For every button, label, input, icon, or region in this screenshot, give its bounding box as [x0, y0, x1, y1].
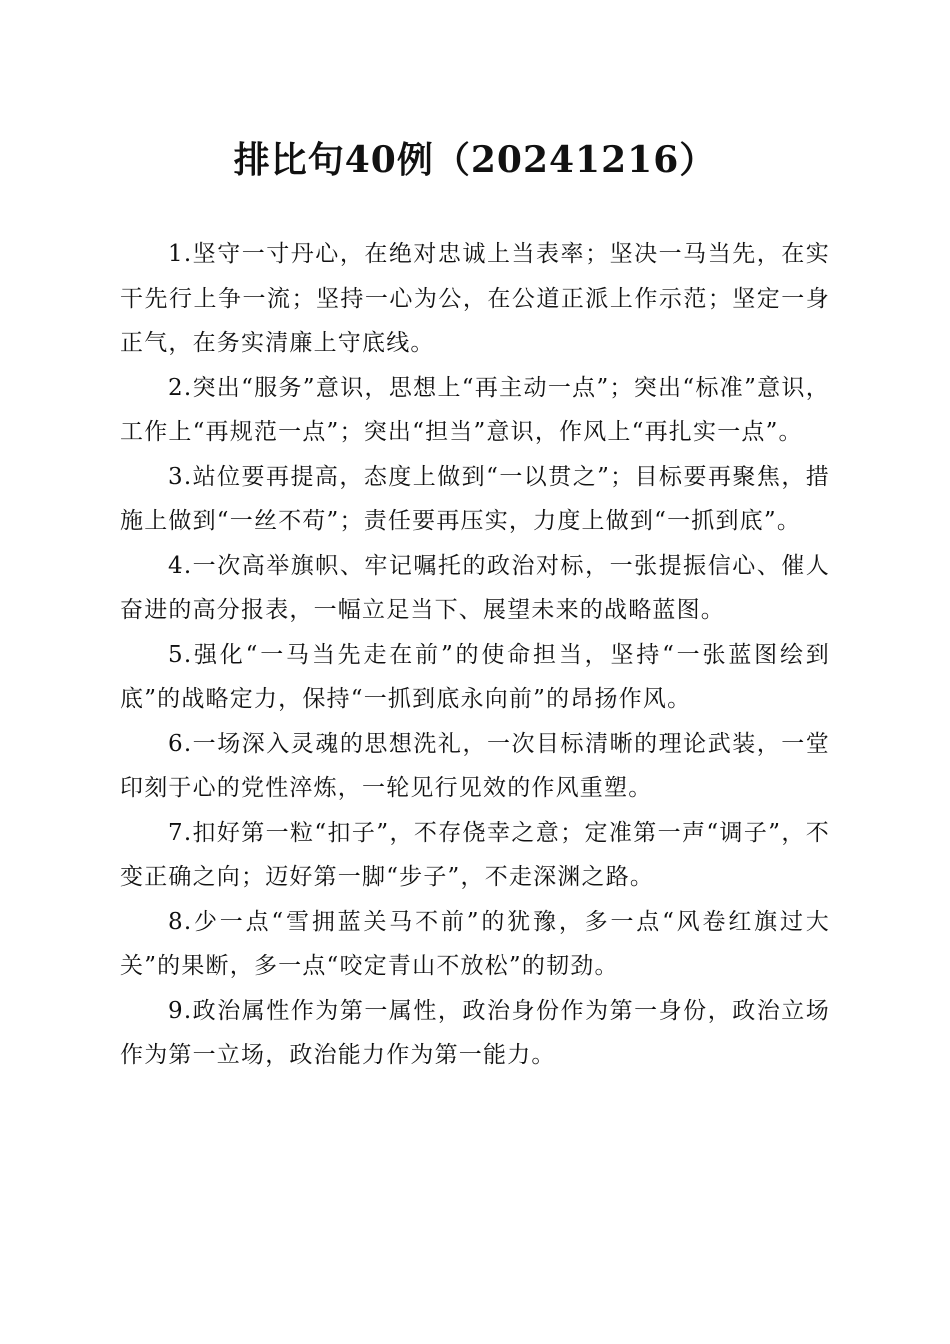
- paragraph-8: 8.少一点“雪拥蓝关马不前”的犹豫，多一点“风卷红旗过大关”的果断，多一点“咬定青山不放松”的韧劲。: [120, 908, 830, 979]
- paragraph-7: 7.扣好第一粒“扣子”，不存侥幸之意；定准第一声“调子”，不变正确之向；迈好第一脚“步子”，不走深渊之路。: [120, 819, 830, 890]
- paragraph-1: 1.坚守一寸丹心，在绝对忠诚上当表率；坚决一马当先，在实干先行上争一流；坚持一心为公，在公道正派上作示范；坚定一身正气，在务实清廉上守底线。: [120, 241, 830, 356]
- document-body: [120, 232, 830, 1078]
- paragraph-6: 6.一场深入灵魂的思想洗礼，一次目标清晰的理论武装，一堂印刻于心的党性淬炼，一轮见行见效的作风重塑。: [120, 730, 830, 801]
- paragraph-9: 9.政治属性作为第一属性，政治身份作为第一身份，政治立场作为第一立场，政治能力作为第一能力。: [120, 997, 830, 1068]
- paragraph-3: 3.站位要再提高，态度上做到“一以贯之”；目标要再聚焦，措施上做到“一丝不苟”；责任要再压实，力度上做到“一抓到底”。: [120, 463, 830, 534]
- document-title: 排比句40例（20241216）: [233, 139, 717, 181]
- paragraph-2: 2.突出“服务”意识，思想上“再主动一点”；突出“标准”意识，工作上“再规范一点”；突出“担当”意识，作风上“再扎实一点”。: [120, 374, 830, 445]
- paragraph-4: 4.一次高举旗帜、牢记嘱托的政治对标，一张提振信心、催人奋进的高分报表，一幅立足当下、展望未来的战略蓝图。: [120, 552, 830, 623]
- paragraph-5: 5.强化“一马当先走在前”的使命担当，坚持“一张蓝图绘到底”的战略定力，保持“一抓到底永向前”的昂扬作风。: [120, 641, 830, 712]
